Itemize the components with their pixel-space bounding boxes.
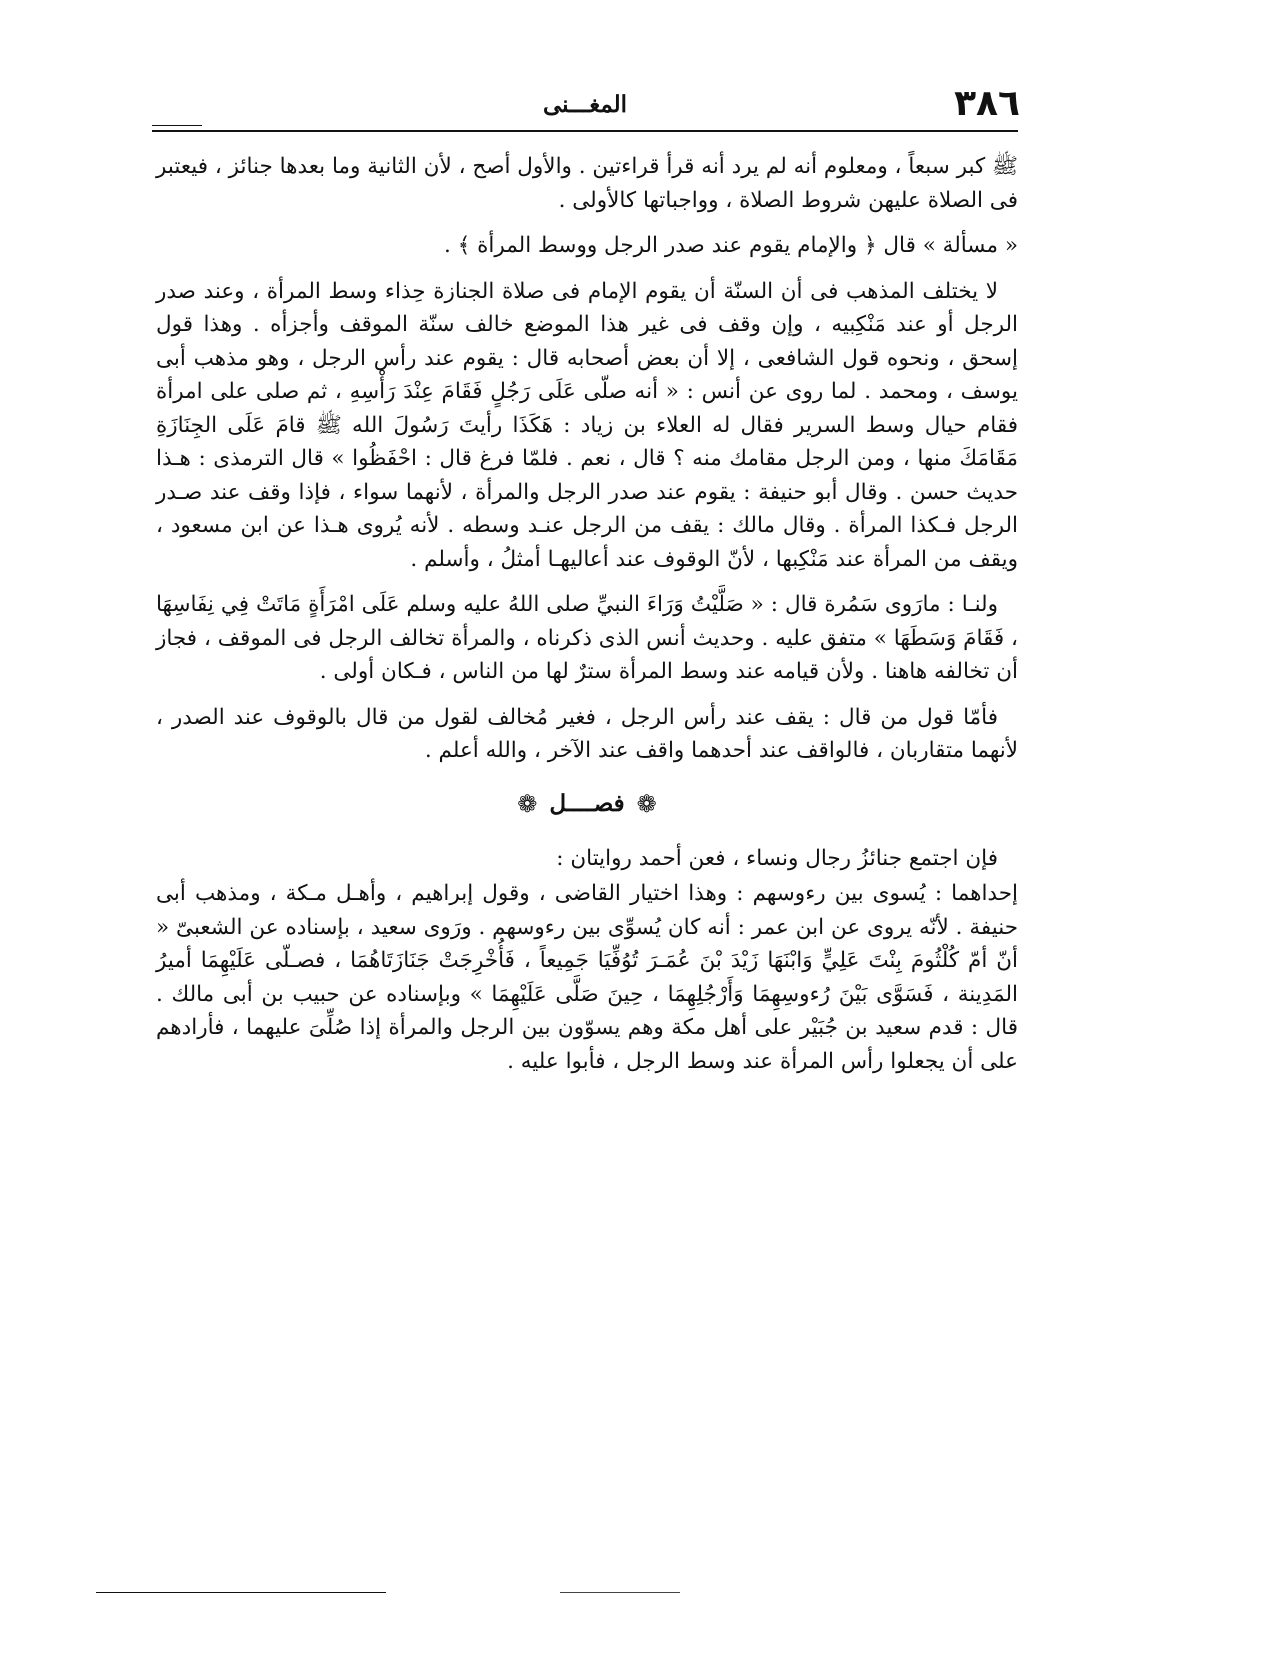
paragraph-6: إحداهما : يُسوى بين رءوسهم : وهذا اختيار القاضى ، وقول إبراهيم ، وأهـل مـكة ، ومذهب أبى حنيفة . لأنّه يروى عن ابن عمر : أنه كان يُسوِّى بين رءوسهم . ورَوى سعيد ، بإسناده عن الشعبىّ « أنّ أمّ كُلْثُومَ بِنْتَ عَلِيٍّ وَابْنَهَا زَيْدَ بْنَ عُمَـرَ تُوُفِّيَا جَمِيعاً ، فَأُخْرِجَتْ جَنَازَتَاهُمَا ، فصـلّى عَلَيْهِمَا أميرُ المَدِينة ، فَسَوَّى بَيْنَ رُءوسِهِمَا وَأَرْجُلِهِمَا ، حِينَ صَلَّى عَلَيْهِمَا » وبإسناده عن حبيب بن أبى مالك . قال : قدم سعيد بن جُبَيْر على أهل مكة وهم يسوّون بين الرجل والمرأة إذا صُلِّىَ عليهما ، فأرادهم على أن يجعلوا رأس المرأة عند وسط الرجل ، فأبوا عليه . <box>156 881 1018 1074</box>
ornament-left-icon: ❁ <box>517 789 538 818</box>
section-divider <box>156 786 1018 822</box>
footer-rule <box>96 1592 386 1593</box>
header-rule-short <box>152 125 202 126</box>
header-rule <box>152 130 1018 132</box>
ornament-right-icon: ❁ <box>636 789 657 818</box>
paragraph-4: فأمّا قول من قال : يقف عند رأس الرجل ، فغير مُخالف لقول من قال بالوقوف عند الصدر ، لأنهما متقاربان ، فالواقف عند أحدهما واقف عند الآخر ، والله أعلم . <box>156 704 1018 763</box>
paragraph-2: لا يختلف المذهب فى أن السنّة أن يقوم الإمام فى صلاة الجنازة حِذاء وسط المرأة ، وعند صدر الرجل أو عند مَنْكِبيه ، وإن وقف فى غير هذا الموضع خالف سنّة الموقف وأجزأه . وهذا قول إسحق ، ونحوه قول الشافعى ، إلا أن بعض أصحابه قال : يقوم عند رأس الرجل ، وهو مذهب أبى يوسف ، ومحمد . لما روى عن أنس : « أنه صلّى عَلَى رَجُلٍ فَقَامَ عِنْدَ رَأْسِهِ ، ثم صلى على امرأة فقام حيال وسط السرير فقال له العلاء بن زياد : هَكَذَا رأيتَ رَسُولَ الله ﷺ قامَ عَلَى الجِنَازَةِ مَقَامَكَ منها ، ومن الرجل مقامك منه ؟ قال ، نعم . فلمّا فرغ قال : احْفَظُوا » قال الترمذى : هـذا حديث حسن . وقال أبو حنيفة : يقوم عند صدر الرجل والمرأة ، لأنهما سواء ، فإذا وقف عند صـدر الرجل فـكذا المرأة . وقال مالك : يقف من الرجل عنـد وسطه . لأنه يُروى هـذا عن ابن مسعود ، ويقف من المرأة عند مَنْكِبها ، لأنّ الوقوف عند أعاليهـا أمثلُ ، وأسلم . <box>156 278 1018 572</box>
paragraph-5: فإن اجتمع جنائزُ رجال ونساء ، فعن أحمد روايتان : <box>556 845 998 871</box>
section-title: فصــــل <box>549 789 625 817</box>
book-title: المغـــنى <box>542 91 628 118</box>
masala-heading: « مسألة » قال ﴿ والإمام يقوم عند صدر الرجل ووسط المرأة ﴾ . <box>444 233 1018 258</box>
running-header <box>150 84 1020 128</box>
main-text <box>156 150 1018 1090</box>
footer-rule-short <box>560 1592 680 1593</box>
page-number: ٣٨٦ <box>954 83 1020 124</box>
paragraph-3: ولنـا : مارَوى سَمُرة قال : « صَلَّيْتُ وَرَاءَ النبيِّ صلى اللهُ عليه وسلم عَلَى امْرَأَةٍ مَاتَتْ فِي نِفَاسِهَا ، فَقَامَ وَسَطَهَا » متفق عليه . وحديث أنس الذى ذكرناه ، والمرأة تخالف الرجل فى الموقف ، فجاز أن تخالفه هاهنا . ولأن قيامه عند وسط المرأة سترٌ لها من الناس ، فـكان أولى . <box>156 592 1018 684</box>
paragraph-1: ﷺ كبر سبعاً ، ومعلوم أنه لم يرد أنه قرأ قراءتين . والأول أصح ، لأن الثانية وما بعدها جنائز ، فيعتبر فى الصلاة عليهن شروط الصلاة ، وواجباتها كالأولى . <box>156 154 1018 213</box>
